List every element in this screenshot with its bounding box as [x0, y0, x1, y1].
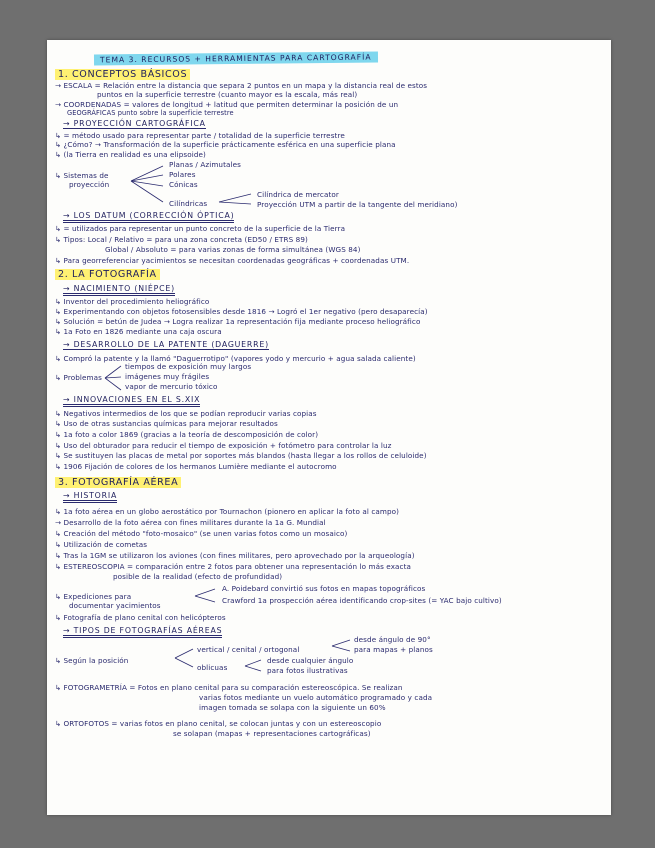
section-3-heading: 3. FOTOGRAFÍA AÉREA: [55, 477, 181, 488]
text-line: Cónicas: [169, 180, 198, 189]
text-line: ↳ 1906 Fijación de colores de los hermanos Lumière mediante el autocromo: [55, 462, 337, 471]
text-line: documentar yacimientos: [69, 601, 161, 610]
text-line: ↳ = método usado para representar parte / totalidad de la superficie terrestre: [55, 131, 345, 140]
text-line: ↳ Utilización de cometas: [55, 540, 148, 549]
text-line: ↳ Problemas: [55, 373, 102, 382]
text-line: ↳ Según la posición: [55, 656, 129, 665]
text-line: para mapas + planos: [354, 645, 433, 654]
text-line: ↳ Tras la 1GM se utilizaron los aviones (con fines militares, pero aprovechado por la arqueología): [55, 551, 415, 560]
text-line: Cilíndricas: [169, 199, 208, 208]
text-line: se solapan (mapas + representaciones cartográficas): [173, 729, 371, 738]
text-line: ↳ FOTOGRAMETRÍA = Fotos en plano cenital para su comparación estereoscópica. Se realizan: [55, 683, 403, 692]
text-line: vapor de mercurio tóxico: [125, 382, 218, 391]
text-line: Proyección UTM a partir de la tangente del meridiano): [257, 200, 458, 209]
branch-arrows-icon: [129, 162, 167, 208]
text-line: ↳ ORTOFOTOS = varias fotos en plano cenital, se colocan juntas y con un estereoscopio: [55, 719, 382, 728]
text-line: ↳ 1a foto a color 1869 (gracias a la teoría de descomposición de color): [55, 430, 319, 439]
text-line: ↳ (la Tierra en realidad es una elipsoide): [55, 150, 206, 159]
branch-arrows-icon: [330, 637, 354, 655]
branch-arrows-icon: [217, 190, 257, 208]
subheading: → INNOVACIONES EN EL S.XIX: [63, 395, 200, 405]
text-line: ↳ ¿Cómo? → Transformación de la superficie prácticamente esférica en una superficie plana: [55, 140, 396, 149]
text-line: ↳ Tipos: Local / Relativo = para una zona concreta (ED50 / ETRS 89): [55, 235, 308, 244]
text-line: ↳ Se sustituyen las placas de metal por soportes más blandos (hasta llegar a los rollos de celuloide): [55, 451, 427, 460]
text-line: ↳ Expediciones para: [55, 592, 132, 601]
subheading: → LOS DATUM (CORRECCIÓN ÓPTICA): [63, 211, 234, 221]
text-line: desde ángulo de 90°: [354, 635, 431, 644]
text-line: ↳ Uso del obturador para reducir el tiempo de exposición + fotómetro para controlar la luz: [55, 441, 392, 450]
branch-arrows-icon: [243, 657, 265, 675]
text-line: Planas / Azimutales: [169, 160, 241, 169]
text-line: Cilíndrica de mercator: [257, 190, 339, 199]
text-line: desde cualquier ángulo: [267, 656, 354, 665]
subheading: → PROYECCIÓN CARTOGRÁFICA: [63, 119, 206, 128]
text-line: vertical / cenital / ortogonal: [197, 645, 300, 654]
text-line: oblicuas: [197, 663, 228, 672]
subheading: → HISTORIA: [63, 491, 117, 501]
text-line: ↳ Inventor del procedimiento heliográfico: [55, 297, 210, 306]
text-line: A. Poidebard convirtió sus fotos en mapas topográficos: [222, 584, 426, 593]
text-line: ↳ Compró la patente y la llamó "Daguerrotipo" (vapores yodo y mercurio + agua salada caliente): [55, 354, 416, 363]
text-line: posible de la realidad (efecto de profundidad): [113, 572, 283, 581]
text-line: ↳ Solución = betún de Judea → Logra realizar 1a representación fija mediante proceso heliográfico: [55, 317, 421, 326]
text-line: proyección: [69, 180, 110, 189]
page-title: TEMA 3. RECURSOS + HERRAMIENTAS PARA CARTOGRAFÍA: [94, 52, 378, 66]
text-line: ↳ Fotografía de plano cenital con helicópteros: [55, 613, 226, 622]
text-line: ↳ Experimentando con objetos fotosensibles desde 1816 → Logró el 1er negativo (pero desaparecía): [55, 307, 428, 316]
subheading: → DESARROLLO DE LA PATENTE (DAGUERRE): [63, 340, 269, 349]
branch-arrows-icon: [173, 645, 197, 671]
notes-page: [47, 40, 611, 815]
text-line: → ESCALA = Relación entre la distancia que separa 2 puntos en un mapa y la distancia real de estos: [55, 81, 428, 90]
text-line: GEOGRÁFICAS punto sobre la superficie terrestre: [67, 109, 234, 117]
text-line: imágenes muy frágiles: [125, 372, 210, 381]
branch-arrows-icon: [103, 362, 125, 396]
text-line: ↳ Negativos intermedios de los que se podían reproducir varias copias: [55, 409, 317, 418]
subheading: → TIPOS DE FOTOGRAFÍAS AÉREAS: [63, 626, 222, 636]
text-line: ↳ ESTEREOSCOPIA = comparación entre 2 fotos para obtener una representación lo más exacta: [55, 562, 412, 571]
branch-arrows-icon: [193, 585, 219, 607]
text-line: Global / Absoluto = para varias zonas de forma simultánea (WGS 84): [105, 245, 361, 254]
text-line: ↳ Uso de otras sustancias químicas para mejorar resultados: [55, 419, 278, 428]
text-line: puntos en la superficie terrestre (cuanto mayor es la escala, más real): [97, 90, 358, 99]
text-line: varias fotos mediante un vuelo automático programado y cada: [199, 693, 433, 702]
subheading: → NACIMIENTO (NIÉPCE): [63, 284, 175, 294]
text-line: → Desarrollo de la foto aérea con fines militares durante la 1a G. Mundial: [55, 518, 326, 527]
text-line: imagen tomada se solapa con la siguiente un 60%: [199, 703, 386, 712]
text-line: ↳ 1a Foto en 1826 mediante una caja oscura: [55, 327, 222, 336]
text-line: → COORDENADAS = valores de longitud + latitud que permiten determinar la posición de un: [55, 100, 399, 109]
text-line: ↳ Sistemas de: [55, 171, 109, 180]
section-1-heading: 1. CONCEPTOS BÁSICOS: [55, 69, 190, 80]
section-2-heading: 2. LA FOTOGRAFÍA: [55, 269, 160, 280]
text-line: ↳ = utilizados para representar un punto concreto de la superficie de la Tierra: [55, 224, 346, 233]
text-line: ↳ Para georreferenciar yacimientos se necesitan coordenadas geográficas + coordenadas UTM.: [55, 256, 410, 265]
text-line: Crawford 1a prospección aérea identificando crop-sites (= YAC bajo cultivo): [222, 596, 502, 605]
text-line: Polares: [169, 170, 196, 179]
text-line: para fotos ilustrativas: [267, 666, 348, 675]
text-line: tiempos de exposición muy largos: [125, 362, 252, 371]
text-line: ↳ Creación del método "foto-mosaico" (se unen varias fotos como un mosaico): [55, 529, 348, 538]
text-line: ↳ 1a foto aérea en un globo aerostático por Tournachon (pionero en aplicar la foto al campo): [55, 507, 400, 516]
